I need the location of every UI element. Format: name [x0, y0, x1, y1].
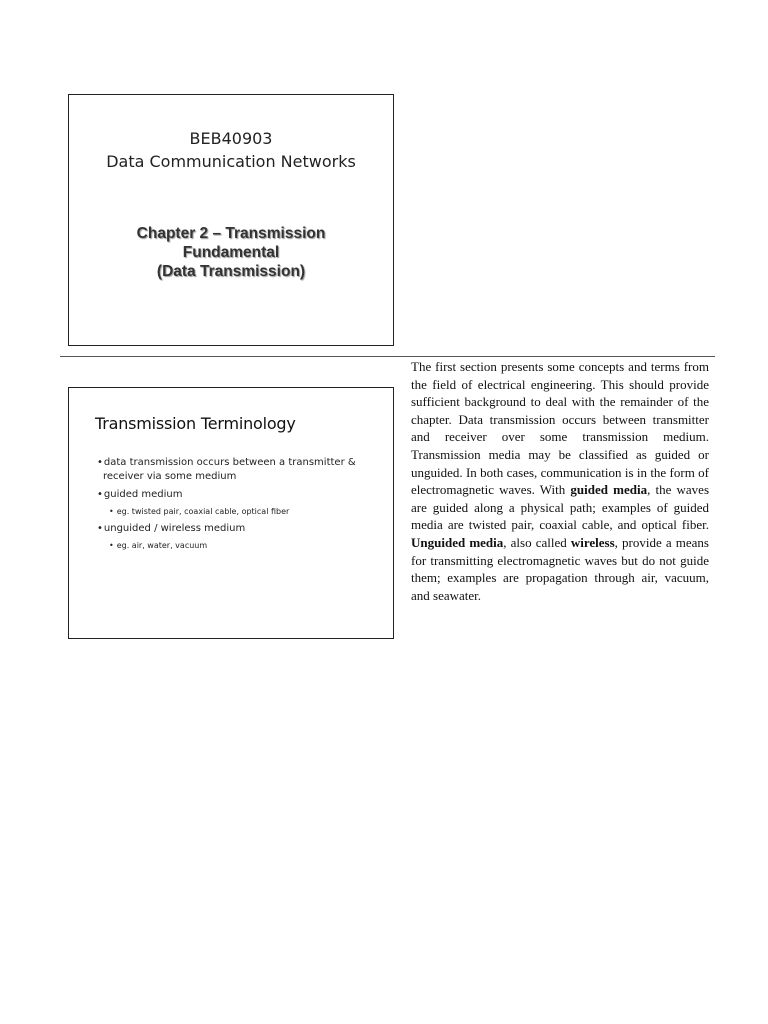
notes-text: , the waves are guided along a physical path; examples of guided media are twisted pair, coaxial cable, and optical fiber. [411, 482, 710, 533]
bullet-dot-icon: • [109, 541, 114, 550]
notes-bold-term: Unguided media [411, 534, 504, 550]
bullet-list [95, 456, 385, 556]
slide-terminology [68, 387, 394, 639]
chapter-title-line-3: (Data Transmission) [156, 263, 306, 280]
notes-paragraph [411, 358, 709, 604]
notes-text: , provide a means for transmitting electromagnetic waves but do not guide them; examples are propagation through air, vacuum, and seawater. [411, 534, 709, 603]
chapter-title-line-1: Chapter 2 – Transmission [136, 225, 326, 242]
notes-text: The first section presents some concepts and terms from the field of electrical engineering. This should provide sufficient background to deal with the remainder of the chapter. Data transmission occurs between transmitter and receiver over some transmission medium. Transmission media may be classified as guided or unguided. In both cases, communication is in the form of electromagnetic waves. With [411, 359, 709, 498]
course-code: BEB40903 [189, 129, 273, 148]
course-name: Data Communication Networks [106, 152, 356, 171]
notes-bold-term: guided media [570, 482, 648, 498]
sub-bullet-text: eg. twisted pair, coaxial cable, optical fiber [116, 507, 290, 516]
chapter-title-line-2: Fundamental [182, 244, 280, 261]
page-divider [60, 356, 715, 357]
slide-title: Transmission Terminology [95, 414, 296, 433]
sub-bullet-item [95, 540, 385, 551]
sub-bullet-text: eg. air, water, vacuum [116, 541, 208, 550]
notes-bold-term: wireless [570, 534, 615, 550]
bullet-item: • data transmission occurs between a transmitter & receiver via some medium [95, 456, 385, 484]
slide-title [68, 94, 394, 346]
bullet-item: • guided medium [95, 488, 385, 502]
bullet-item: • unguided / wireless medium [95, 522, 385, 536]
notes-text: , also called [503, 534, 571, 550]
sub-bullet-item [95, 506, 385, 517]
bullet-dot-icon: • [109, 507, 114, 516]
